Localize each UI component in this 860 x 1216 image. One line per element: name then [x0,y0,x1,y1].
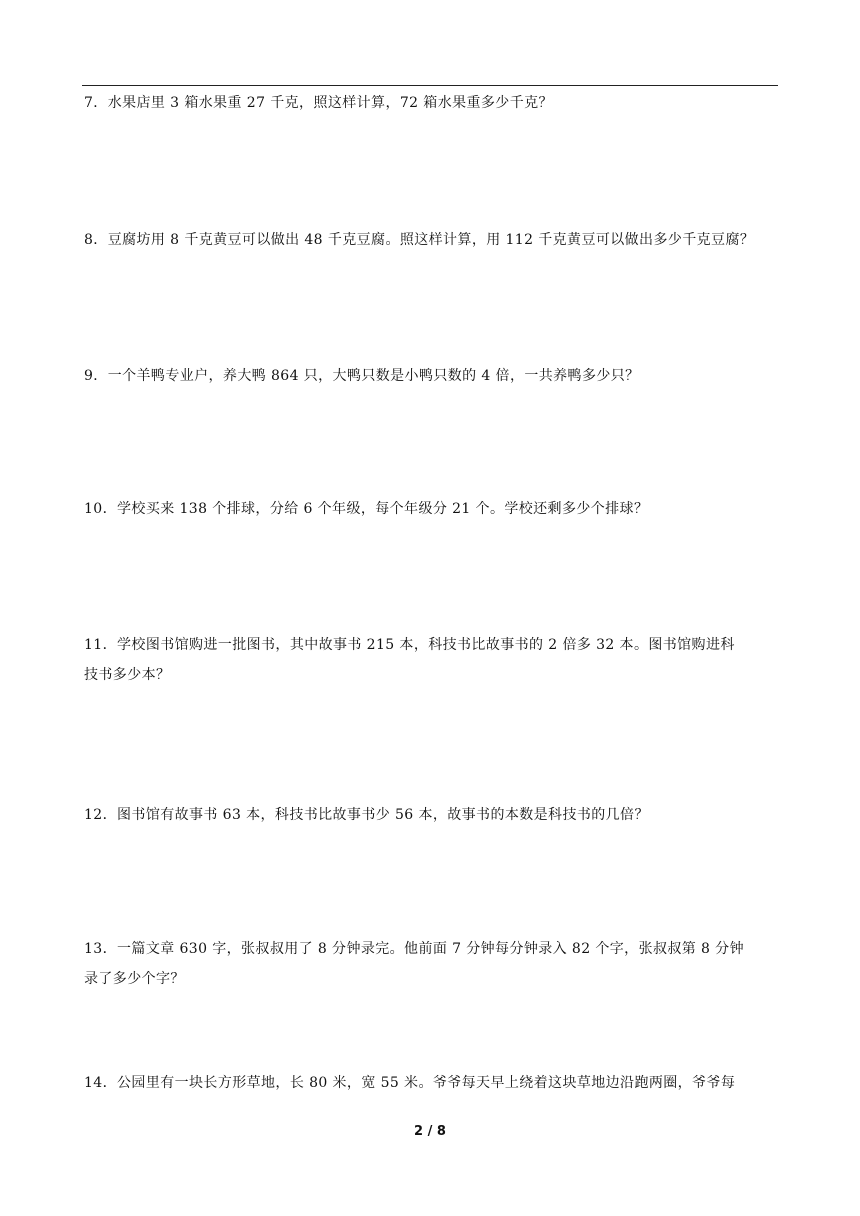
question-number: 13． [84,941,118,957]
page-number: 2 / 8 [414,1124,446,1139]
question-14 [84,1068,784,1098]
question-number: 10． [84,501,118,517]
question-line [84,361,784,391]
question-number: 12． [84,807,118,823]
question-7 [84,88,784,118]
question-number: 8． [84,232,108,248]
question-line [84,630,784,660]
question-10 [84,494,784,524]
header-rule [82,85,778,86]
question-text: 水果店里 3 箱水果重 27 千克，照这样计算，72 箱水果重多少千克？ [107,95,553,111]
question-13 [84,934,784,994]
question-line [84,88,784,118]
question-number: 14． [84,1075,118,1091]
question-12 [84,800,784,830]
question-line [84,800,784,830]
question-number: 11． [84,637,118,653]
question-text: 一篇文章 630 字，张叔叔用了 8 分钟录完。他前面 7 分钟每分钟录入 82 个字，张叔叔第 8 分钟 [117,941,744,957]
question-text: 公园里有一块长方形草地，长 80 米，宽 55 米。爷爷每天早上绕着这块草地边沿跑两圈，爷爷每 [117,1075,736,1091]
question-text: 学校买来 138 个排球，分给 6 个年级，每个年级分 21 个。学校还剩多少个排球？ [117,501,649,517]
question-line [84,225,784,255]
question-line [84,1068,784,1098]
question-text: 学校图书馆购进一批图书，其中故事书 215 本，科技书比故事书的 2 倍多 32 本。图书馆购进科 [117,637,735,653]
question-line [84,494,784,524]
question-11 [84,630,784,690]
question-text: 一个羊鸭专业户，养大鸭 864 只，大鸭只数是小鸭只数的 4 倍，一共养鸭多少只？ [107,368,640,384]
question-text: 豆腐坊用 8 千克黄豆可以做出 48 千克豆腐。照这样计算，用 112 千克黄豆可以做出多少千克豆腐？ [107,232,755,248]
question-line [84,934,784,964]
question-line: 录了多少个字？ [84,971,185,987]
question-8 [84,225,784,255]
question-line: 技书多少本？ [84,667,171,683]
question-number: 9． [84,368,108,384]
question-text: 图书馆有故事书 63 本，科技书比故事书少 56 本，故事书的本数是科技书的几倍？ [117,807,649,823]
question-9 [84,361,784,391]
question-number: 7． [84,95,108,111]
